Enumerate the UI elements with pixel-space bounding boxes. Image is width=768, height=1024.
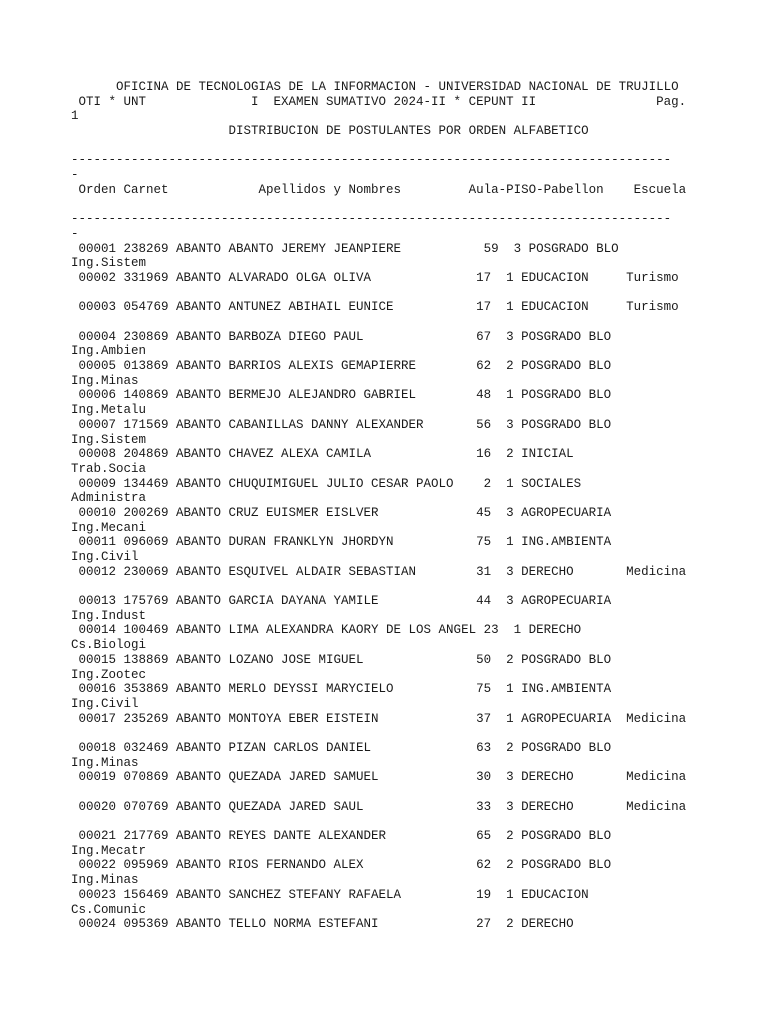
table-row-wrap: Ing.Sistem <box>71 432 147 447</box>
report-header-line-1: OFICINA DE TECNOLOGIAS DE LA INFORMACION - UNIVERSIDAD NACIONAL DE TRUJILLO <box>71 80 679 94</box>
table-row-wrap: Ing.Civil <box>71 696 139 711</box>
blank-line <box>71 198 761 213</box>
table-row-wrap: Ing.Ambien <box>71 344 147 359</box>
report-title: DISTRIBUCION DE POSTULANTES POR ORDEN ALFABETICO <box>71 124 589 139</box>
table-row-wrap: Administra <box>71 491 147 506</box>
table-row-wrap: Ing.Sistem <box>71 256 147 271</box>
table-row: 00019 070869 ABANTO QUEZADA JARED SAMUEL 30 3 DERECHO Medicina <box>71 770 687 785</box>
table-row: 00016 353869 ABANTO MERLO DEYSSI MARYCIELO 75 1 ING.AMBIENTA <box>71 682 612 697</box>
table-row: 00021 217769 ABANTO REYES DANTE ALEXANDER 65 2 POSGRADO BLO <box>71 829 612 844</box>
table-row: 00013 175769 ABANTO GARCIA DAYANA YAMILE 44 3 AGROPECUARIA <box>71 594 612 609</box>
table-row-wrap: Ing.Indust <box>71 608 147 623</box>
table-row: 00008 204869 ABANTO CHAVEZ ALEXA CAMILA 16 2 INICIAL <box>71 447 574 462</box>
report-page <box>71 80 761 932</box>
applicant-list <box>71 242 761 932</box>
table-row-wrap: Trab.Socia <box>71 461 147 476</box>
column-headers: Orden Carnet Apellidos y Nombres Aula-PISO-Pabellon Escuela <box>71 182 687 197</box>
table-row-wrap <box>71 785 761 800</box>
table-row-wrap: Cs.Biologi <box>71 638 147 653</box>
table-row-wrap: Ing.Metalu <box>71 403 147 418</box>
table-row: 00002 331969 ABANTO ALVARADO OLGA OLIVA 17 1 EDUCACION Turismo <box>71 270 679 285</box>
separator-line-bottom: -------------------------------------------------------------------------------- <box>71 212 672 227</box>
table-row-wrap: Ing.Zootec <box>71 667 147 682</box>
table-row: 00001 238269 ABANTO ABANTO JEREMY JEANPIERE 59 3 POSGRADO BLO <box>71 241 619 256</box>
page-number: 1 <box>71 109 79 124</box>
table-row-wrap: Ing.Mecani <box>71 520 147 535</box>
table-row: 00018 032469 ABANTO PIZAN CARLOS DANIEL 63 2 POSGRADO BLO <box>71 740 612 755</box>
table-row: 00009 134469 ABANTO CHUQUIMIGUEL JULIO CESAR PAOLO 2 1 SOCIALES <box>71 476 582 491</box>
separator-wrap-bottom: - <box>71 226 79 241</box>
table-row: 00022 095969 ABANTO RIOS FERNANDO ALEX 62 2 POSGRADO BLO <box>71 858 612 873</box>
blank-line <box>71 139 761 154</box>
table-row-wrap <box>71 315 761 330</box>
table-row: 00003 054769 ABANTO ANTUNEZ ABIHAIL EUNICE 17 1 EDUCACION Turismo <box>71 300 679 315</box>
table-row-wrap: Ing.Mecatr <box>71 843 147 858</box>
table-row-wrap: Ing.Minas <box>71 873 139 888</box>
table-row: 00014 100469 ABANTO LIMA ALEXANDRA KAORY DE LOS ANGEL 23 1 DERECHO <box>71 623 582 638</box>
table-row-wrap: Ing.Minas <box>71 373 139 388</box>
table-row-wrap <box>71 726 761 741</box>
table-row-wrap: Ing.Civil <box>71 550 139 564</box>
table-row-wrap <box>71 579 761 594</box>
table-row-wrap: Cs.Comunic <box>71 902 147 917</box>
table-row: 00020 070769 ABANTO QUEZADA JARED SAUL 33 3 DERECHO Medicina <box>71 799 687 814</box>
separator-line-top: -------------------------------------------------------------------------------- <box>71 153 672 168</box>
table-row: 00012 230069 ABANTO ESQUIVEL ALDAIR SEBASTIAN 31 3 DERECHO Medicina <box>71 564 687 579</box>
table-row: 00010 200269 ABANTO CRUZ EUISMER EISLVER 45 3 AGROPECUARIA <box>71 505 612 520</box>
table-row: 00007 171569 ABANTO CABANILLAS DANNY ALEXANDER 56 3 POSGRADO BLO <box>71 417 612 432</box>
table-row-wrap <box>71 814 761 829</box>
table-row: 00006 140869 ABANTO BERMEJO ALEJANDRO GABRIEL 48 1 POSGRADO BLO <box>71 388 612 403</box>
table-row: 00023 156469 ABANTO SANCHEZ STEFANY RAFAELA 19 1 EDUCACION <box>71 887 589 902</box>
report-header-line-2: OTI * UNT I EXAMEN SUMATIVO 2024-II * CEPUNT II Pag. <box>71 94 687 109</box>
table-row: 00017 235269 ABANTO MONTOYA EBER EISTEIN 37 1 AGROPECUARIA Medicina <box>71 711 687 726</box>
table-row: 00005 013869 ABANTO BARRIOS ALEXIS GEMAPIERRE 62 2 POSGRADO BLO <box>71 359 612 374</box>
separator-wrap-top: - <box>71 168 79 183</box>
table-row: 00015 138869 ABANTO LOZANO JOSE MIGUEL 50 2 POSGRADO BLO <box>71 652 612 667</box>
table-row: 00004 230869 ABANTO BARBOZA DIEGO PAUL 67 3 POSGRADO BLO <box>71 329 612 344</box>
table-row-wrap <box>71 286 761 301</box>
table-row-wrap: Ing.Minas <box>71 755 139 770</box>
table-row: 00011 096069 ABANTO DURAN FRANKLYN JHORDYN 75 1 ING.AMBIENTA <box>71 535 612 550</box>
table-row: 00024 095369 ABANTO TELLO NORMA ESTEFANI 27 2 DERECHO <box>71 917 574 932</box>
